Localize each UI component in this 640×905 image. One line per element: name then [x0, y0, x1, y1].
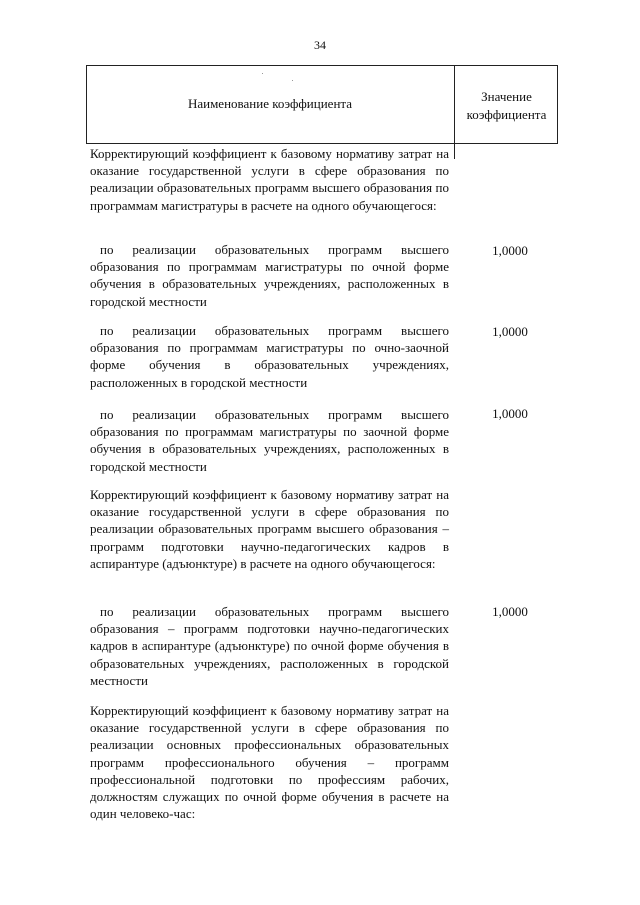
scan-artifact — [292, 80, 293, 81]
scan-artifact — [262, 73, 263, 74]
coefficient-row-text: по реализации образовательных программ высшего образования – программ подготовки научно-педагогических кадров в аспирантуре (адъюнктуре) по очной форме обучения в образовательных учреждениях, расположенных в городской местности — [90, 604, 449, 688]
coefficient-group-heading: Корректирующий коэффициент к базовому нормативу затрат на оказание государственной услуги в сфере образования по реализации образовательных программ высшего образования по программам магистратуры в расчете на одного обучающегося: — [90, 146, 449, 213]
coefficient-value: 1,0000 — [492, 243, 528, 258]
column-divider-continuation — [454, 144, 455, 159]
column-header-value-line2: коэффициента — [466, 107, 547, 122]
coefficient-group-heading: Корректирующий коэффициент к базовому нормативу затрат на оказание государственной услуги в сфере образования по реализации образовательных программ высшего образования – программ подготовки научно-педагогических кадров в аспирантуре (адъюнктуре) в расчете на одного обучающегося: — [90, 487, 449, 571]
column-header-value — [455, 88, 558, 124]
column-header-name: Наименование коэффициента — [187, 96, 353, 111]
coefficient-value: 1,0000 — [492, 406, 528, 421]
coefficient-row-text: по реализации образовательных программ высшего образования по программам магистратуры по заочной форме обучения в образовательных учреждениях, расположенных в городской местности — [90, 407, 449, 474]
coefficient-row-text: по реализации образовательных программ высшего образования по программам магистратуры по очно-заочной форме обучения в образовательных учреждениях, расположенных в городской местности — [90, 323, 449, 390]
coefficient-value: 1,0000 — [492, 324, 528, 339]
coefficient-row-text: по реализации образовательных программ высшего образования по программам магистратуры по очной форме обучения в образовательных учреждениях, расположенных в городской местности — [90, 242, 449, 309]
page-number: 34 — [314, 38, 326, 52]
coefficient-group-heading: Корректирующий коэффициент к базовому нормативу затрат на оказание государственной услуги в сфере образования по реализации основных профессиональных образовательных программ профессионального обучения – программ профессиональной подготовки по профессиям рабочих, должностям служащих по очной форме обучения в расчете на один человеко-час: — [90, 703, 449, 822]
column-header-value-line1: Значение — [481, 89, 532, 104]
coefficient-value: 1,0000 — [492, 604, 528, 619]
